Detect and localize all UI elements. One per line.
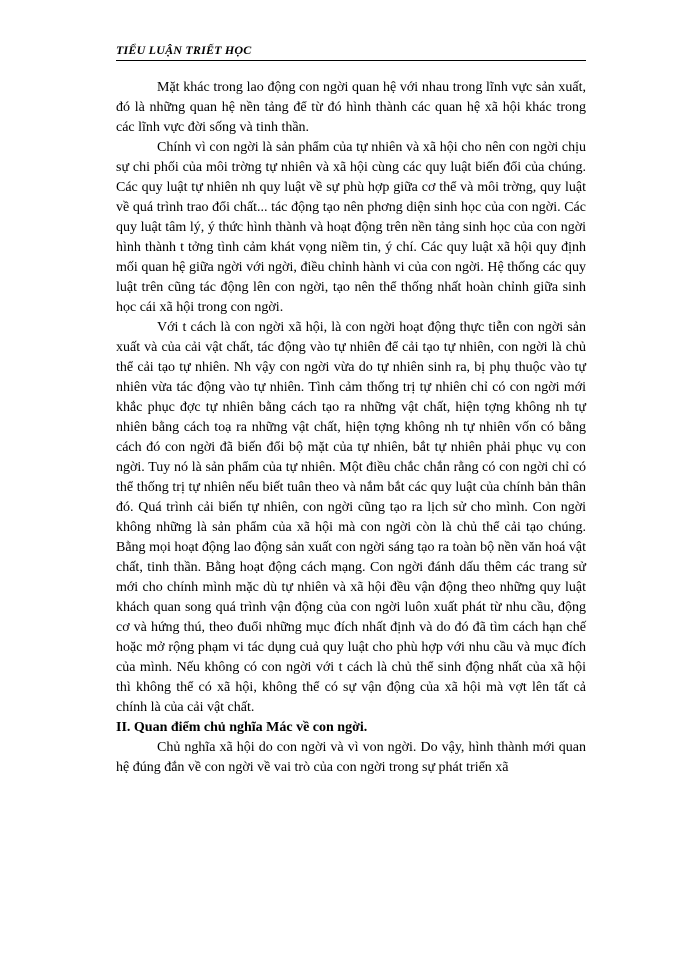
paragraph-1: Mặt khác trong lao động con ngời quan hệ với nhau trong lĩnh vực sản xuất, đó là những quan hệ nền tảng để từ đó hình thành các quan hệ xã hội khác trong các lĩnh vực đời sống và tinh thần. [116, 80, 586, 135]
paragraph-2: Chính vì con ngời là sản phẩm của tự nhiên và xã hội cho nên con ngời chịu sự chi phối của môi trờng tự nhiên và xã hội cùng các quy luật biến đổi của chúng. Các quy luật tự nhiên nh quy luật về sự phù hợp giữa cơ thể và môi trờng, quy luật về quá trình trao đổi chất... tác động tạo nên phơng diện sinh học của con ngời. Các quy luật tâm lý, ý thức hình thành và hoạt động trên nền tảng sinh học của con ngời hình thành t tởng tình cảm khát vọng niềm tin, ý chí. Các quy luật xã hội quy định mối quan hệ giữa ngời với ngời, điều chỉnh hành vi của con ngời. Hệ thống các quy luật trên cũng tác động lên con ngời, tạo nên thể thống nhất hoàn chỉnh giữa sinh học cái xã hội trong con ngời. [116, 140, 586, 315]
section-heading: II. Quan điểm chủ nghĩa Mác về con ngời. [116, 720, 368, 735]
header-rule [116, 60, 586, 61]
paragraph-3: Với t cách là con ngời xã hội, là con ngời hoạt động thực tiễn con ngời sản xuất và của cải vật chất, tác động vào tự nhiên để cải tạo tự nhiên, con ngời là chủ thể cải tạo tự nhiên. Nh vậy con ngời vừa do tự nhiên sinh ra, bị phụ thuộc vào tự nhiên vừa tác động vào tự nhiên. Tình cảm thống trị tự nhiên chỉ có con ngời mới khắc phục đợc tự nhiên bằng cách tạo ra những vật chất, hiện tợng không nh tự nhiên bằng cách toạ ra những vật chất, hiện tợng không nh tự nhiên vốn có bằng cách đó con ngời đã biến đổi bộ mặt của tự nhiên, bắt tự nhiên phải phục vụ con ngời. Tuy nó là sản phẩm của tự nhiên. Một điều chắc chắn rằng có con ngời chỉ có thể thống trị tự nhiên nếu biết tuân theo và nắm bắt các quy luật của chính bản thân đó. Quá trình cải biến tự nhiên, con ngời cũng tạo ra lịch sử cho mình. Con ngời không những là sản phẩm của xã hội mà con ngời còn là chủ thể cải tạo chúng. Bằng mọi hoạt động lao động sản xuất con ngời sáng tạo ra toàn bộ nền văn hoá vật chất, tinh thần. Bằng hoạt động cách mạng. Con ngời đánh dấu thêm các trang sử mới cho chính mình mặc dù tự nhiên và xã hội đều vận động theo những quy luật khách quan song quá trình vận động của con ngời luôn xuất phát từ nhu cầu, động cơ và hứng thú, theo đuổi những mục đích nhất định và do đó đã tìm cách hạn chế hoặc mở rộng phạm vi tác dụng cuả quy luật cho phù hợp với nhu cầu và mục đích của mình. Nếu không có con ngời với t cách là chủ thể sinh động nhất của xã hội thì không thể có xã hội, không thể có sự vận động của xã hội mà vợt lên tất cả chính là của cải vật chất. [116, 320, 586, 715]
running-header: TIỂU LUẬN TRIẾT HỌC [116, 43, 252, 57]
document-body [116, 78, 586, 778]
paragraph-4: Chủ nghĩa xã hội do con ngời và vì von ngời. Do vậy, hình thành mới quan hệ đúng đắn về con ngời về vai trò của con ngời trong sự phát triển xã [116, 740, 586, 775]
